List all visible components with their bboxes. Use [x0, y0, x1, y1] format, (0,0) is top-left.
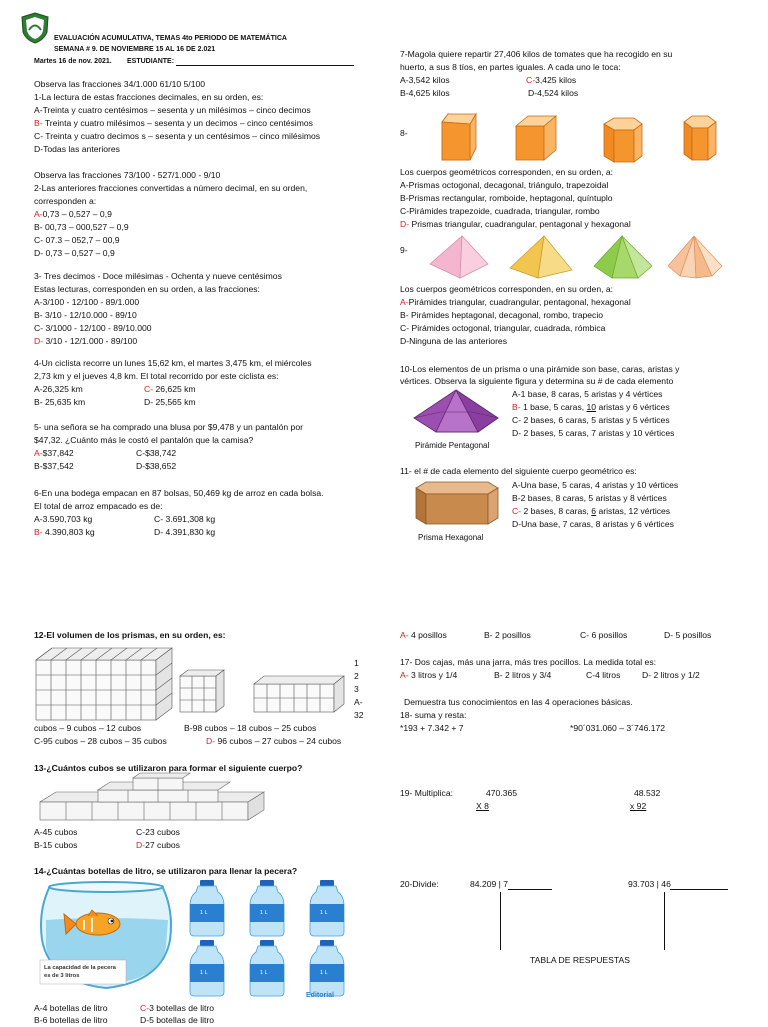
- q4-option-c: C- 26,625 km: [144, 384, 196, 394]
- q6-option-b: B- 4.390,803 kg: [34, 527, 95, 537]
- q3-text: 3- Tres decimos - Doce milésimas - Ochenta y nueve centésimos: [34, 271, 282, 281]
- q4-text: 4-Un ciclista recorre un lunes 15,62 km, el martes 3,475 km, el miércoles: [34, 358, 312, 368]
- q4-option-a: A-26,325 km: [34, 384, 83, 394]
- q11-option-b: B-2 bases, 8 caras, 5 aristas y 8 vértices: [512, 493, 667, 503]
- q20-division-1-line: [508, 889, 552, 890]
- q9-option-c: C- Pirámides octogonal, triangular, cuadrada, rómbica: [400, 323, 606, 333]
- q9-number: 9-: [400, 245, 408, 255]
- q17-option-b: B- 2 litros y 3/4: [494, 670, 552, 680]
- q1-option-d: D-Todas las anteriores: [34, 144, 120, 154]
- q4-option-b: B- 25,635 km: [34, 397, 86, 407]
- q8-option-b: B-Prismas rectangular, romboide, heptagonal, quíntuplo: [400, 193, 613, 203]
- q7-text-2: huerto, a sus 8 tíos, en partes iguales. A cada uno le toca:: [400, 62, 621, 72]
- q20-division-1: 84.209 | 7: [470, 879, 509, 889]
- q3-option-a: A-3/100 - 12/100 - 89/1.000: [34, 297, 140, 307]
- q12-option-b: B-98 cubos – 18 cubos – 25 cubos: [184, 723, 317, 733]
- q11-text: 11- el # de cada elemento del siguiente cuerpo geométrico es:: [400, 466, 637, 476]
- q6-text-2: El total de arroz empacado es de:: [34, 501, 163, 511]
- q13-text: 13-¿Cuántos cubos se utilizaron para formar el siguiente cuerpo?: [34, 763, 303, 773]
- q11-option-c: C- 2 bases, 8 caras, 6 aristas, 12 vértices: [512, 506, 671, 516]
- intro-fractions-1: Observa las fracciones 34/1.000 61/10 5/100: [34, 79, 206, 89]
- q13-option-b: B-15 cubos: [34, 840, 78, 850]
- q14-option-c: C-3 botellas de litro: [140, 1003, 215, 1013]
- stacked-cubes-figure: [38, 776, 278, 824]
- q5-text-2: $47,32. ¿Cuánto más le costó el pantalón que la camisa?: [34, 435, 254, 445]
- q9-option-b: B- Pirámides heptagonal, decagonal, rombo, trapecio: [400, 310, 604, 320]
- q19-multiplier-2: x 92: [630, 801, 647, 811]
- q14-option-b: B-6 botellas de litro: [34, 1015, 108, 1025]
- q2-option-b: B- 00,73 – 000,527 – 0,9: [34, 222, 129, 232]
- q10-option-a: A-1 base, 8 caras, 5 aristas y 4 vértices: [512, 389, 663, 399]
- cups-option-d: D- 5 posillos: [664, 630, 712, 640]
- q12-option-a-line: cubos – 9 cubos – 12 cubos: [34, 723, 142, 733]
- q19-multiplier-1: X 8: [476, 801, 489, 811]
- bottle-label-1: 1 L: [200, 910, 208, 916]
- q7-option-a: A-3,542 kilos: [400, 75, 450, 85]
- q2-text-2: corresponden a:: [34, 196, 97, 206]
- bottle-label-3: 1 L: [320, 910, 328, 916]
- q10-text-2: vértices. Observa la siguiente figura y determina su # de cada elemento: [400, 376, 674, 386]
- answer-table-title: TABLA DE RESPUESTAS: [530, 955, 630, 965]
- intro-fractions-2: Observa las fracciones 73/100 - 527/1.000 - 9/10: [34, 170, 221, 180]
- q6-option-c: C- 3.691,308 kg: [154, 514, 216, 524]
- q14-option-a: A-4 botellas de litro: [34, 1003, 108, 1013]
- q17-text: 17- Dos cajas, más una jarra, más tres pocillos. La medida total es:: [400, 657, 657, 667]
- q7-option-c: C-3,425 kilos: [526, 75, 577, 85]
- prism-figures: [436, 110, 726, 165]
- publisher-logo: Editorial: [306, 992, 335, 999]
- header-date: Martes 16 de nov. 2021.: [34, 58, 112, 65]
- bottle-label-6: 1 L: [320, 970, 328, 976]
- q8-option-d: D- Prismas triangular, cuadrangular, pentagonal y hexagonal: [400, 219, 631, 229]
- q2-option-d: D- 0,73 – 0,527 – 0,9: [34, 248, 115, 258]
- school-logo: [20, 12, 50, 44]
- q13-option-a: A-45 cubos: [34, 827, 78, 837]
- q8-text: Los cuerpos geométricos corresponden, en su orden, a:: [400, 167, 614, 177]
- q12-num-3: 3: [354, 684, 359, 694]
- pyramid-figures: [426, 234, 726, 280]
- q17-option-d: D- 2 litros y 1/2: [642, 670, 700, 680]
- cups-option-c: C- 6 posillos: [580, 630, 628, 640]
- q2-option-a: A-0,73 – 0,527 – 0,9: [34, 209, 112, 219]
- q20-division-1-bar: [500, 892, 501, 950]
- q13-option-d: D-27 cubos: [136, 840, 180, 850]
- q19-number-1: 470.365: [486, 788, 518, 798]
- q17-option-c: C-4 litros: [586, 670, 621, 680]
- q9-option-a: A-Pirámides triangular, cuadrangular, pentagonal, hexagonal: [400, 297, 631, 307]
- q13-option-c: C-23 cubos: [136, 827, 180, 837]
- bottle-label-2: 1 L: [260, 910, 268, 916]
- q17-option-a: A- 3 litros y 1/4: [400, 670, 458, 680]
- q12-option-d: D- 96 cubos – 27 cubos – 24 cubos: [206, 736, 342, 746]
- q19-number-2: 48.532: [634, 788, 661, 798]
- q3-option-b: B- 3/10 - 12/10.000 - 89/10: [34, 310, 137, 320]
- q19-text: 19- Multiplica:: [400, 788, 454, 798]
- q8-number: 8-: [400, 128, 408, 138]
- q12-num-2: 2: [354, 671, 359, 681]
- cube-prism-figures: [34, 644, 354, 724]
- fishbowl-caption-1: La capacidad de la pecera: [44, 965, 116, 971]
- q9-option-d: D-Ninguna de las anteriores: [400, 336, 508, 346]
- q11-caption: Prisma Hexagonal: [418, 533, 484, 542]
- q12-num-32: 32: [354, 710, 364, 720]
- q2-option-c: C- 07.3 – 052,7 – 00,9: [34, 235, 120, 245]
- q14-text: 14-¿Cuántas botellas de litro, se utilizaron para llenar la pecera?: [34, 866, 298, 876]
- header-week: SEMANA # 9. DE NOVIEMBRE 15 AL 16 DE 2.021: [54, 46, 216, 53]
- q11-option-d: D-Una base, 7 caras, 8 aristas y 6 vértices: [512, 519, 674, 529]
- q5-option-d: D-$38,652: [136, 461, 177, 471]
- q3-text-2: Estas lecturas, corresponden en su orden, a las fracciones:: [34, 284, 260, 294]
- q5-option-a: A-$37,842: [34, 448, 74, 458]
- q7-text: 7-Magola quiere repartir 27,406 kilos de tomates que ha recogido en su: [400, 49, 673, 59]
- q6-option-a: A-3.590,703 kg: [34, 514, 93, 524]
- q10-text: 10-Los elementos de un prisma o una pirámide son base, caras, aristas y: [400, 364, 680, 374]
- hexagonal-prism-figure: [412, 478, 502, 528]
- header-title: EVALUACIÓN ACUMULATIVA, TEMAS 4to PERIODO DE MATEMÁTICA: [54, 35, 287, 42]
- q5-option-b: B-$37,542: [34, 461, 74, 471]
- bottle-label-5: 1 L: [260, 970, 268, 976]
- q12-num-1: 1: [354, 658, 359, 668]
- student-name-line[interactable]: [176, 65, 354, 66]
- q1-option-a: A-Treinta y cuatro centésimos – sesenta y un milésimos – cinco decimos: [34, 105, 311, 115]
- q10-caption: Pirámide Pentagonal: [415, 441, 490, 450]
- q20-division-2-bar: [664, 892, 665, 950]
- q7-option-d: D-4,524 kilos: [528, 88, 579, 98]
- operations-intro: Demuestra tus conocimientos en las 4 operaciones básicas.: [404, 697, 633, 707]
- pentagonal-pyramid-figure: [412, 388, 502, 436]
- q6-option-d: D- 4.391,830 kg: [154, 527, 216, 537]
- q20-text: 20-Divide:: [400, 879, 439, 889]
- cups-option-b: B- 2 posillos: [484, 630, 531, 640]
- q6-text: 6-En una bodega empacan en 87 bolsas, 50,469 kg de arroz en cada bolsa.: [34, 488, 324, 498]
- q5-text: 5- una señora se ha comprado una blusa por $9,478 y un pantalón por: [34, 422, 303, 432]
- q7-option-b: B-4,625 kilos: [400, 88, 450, 98]
- q20-division-2: 93.703 | 46: [628, 879, 671, 889]
- q18-sum: *193 + 7.342 + 7: [400, 723, 464, 733]
- q12-option-c: C-95 cubos – 28 cubos – 35 cubos: [34, 736, 167, 746]
- q20-division-2-line: [670, 889, 728, 890]
- q1-text: 1-La lectura de estas fracciones decimales, en su orden, es:: [34, 92, 264, 102]
- water-bottles: [188, 880, 348, 998]
- q4-text-2: 2,73 km y el jueves 4,8 km. El total recorrido por este ciclista es:: [34, 371, 279, 381]
- q12-text: 12-El volumen de los prismas, en su orden, es:: [34, 630, 226, 640]
- q3-option-d: D- 3/10 - 12/1.000 - 89/100: [34, 336, 138, 346]
- q10-option-d: D- 2 bases, 5 caras, 7 aristas y 10 vértices: [512, 428, 675, 438]
- q18-text: 18- suma y resta:: [400, 710, 467, 720]
- fishbowl-caption-2: es de 3 litros: [44, 973, 80, 979]
- q8-option-a: A-Prismas octogonal, decagonal, triángulo, trapezoidal: [400, 180, 609, 190]
- q2-text: 2-Las anteriores fracciones convertidas a número decimal, en su orden,: [34, 183, 308, 193]
- q9-text: Los cuerpos geométricos corresponden, en su orden, a:: [400, 284, 614, 294]
- q11-option-a: A-Una base, 5 caras, 4 aristas y 10 vértices: [512, 480, 679, 490]
- q3-option-c: C- 3/1000 - 12/100 - 89/10.000: [34, 323, 152, 333]
- q5-option-c: C-$38,742: [136, 448, 177, 458]
- student-label: ESTUDIANTE:: [127, 58, 175, 65]
- q12-num-a: A-: [354, 697, 363, 707]
- q18-subtraction: *90´031.060 – 3´746.172: [570, 723, 666, 733]
- q1-option-b: B- Treinta y cuatro milésimos – sesenta y un decimos – cinco centésimos: [34, 118, 313, 128]
- q10-option-c: C- 2 bases, 6 caras, 5 aristas y 5 vértices: [512, 415, 670, 425]
- q4-option-d: D- 25,565 km: [144, 397, 196, 407]
- q8-option-c: C-Pirámides trapezoide, cuadrada, triangular, rombo: [400, 206, 600, 216]
- cups-option-a: A- 4 posillos: [400, 630, 447, 640]
- q1-option-c: C- Treinta y cuatro decimos s – sesenta y un centésimos – cinco milésimos: [34, 131, 321, 141]
- q14-option-d: D-5 botellas de litro: [140, 1015, 215, 1025]
- bottle-label-4: 1 L: [200, 970, 208, 976]
- q10-option-b: B- 1 base, 5 caras, 10 aristas y 6 vértices: [512, 402, 670, 412]
